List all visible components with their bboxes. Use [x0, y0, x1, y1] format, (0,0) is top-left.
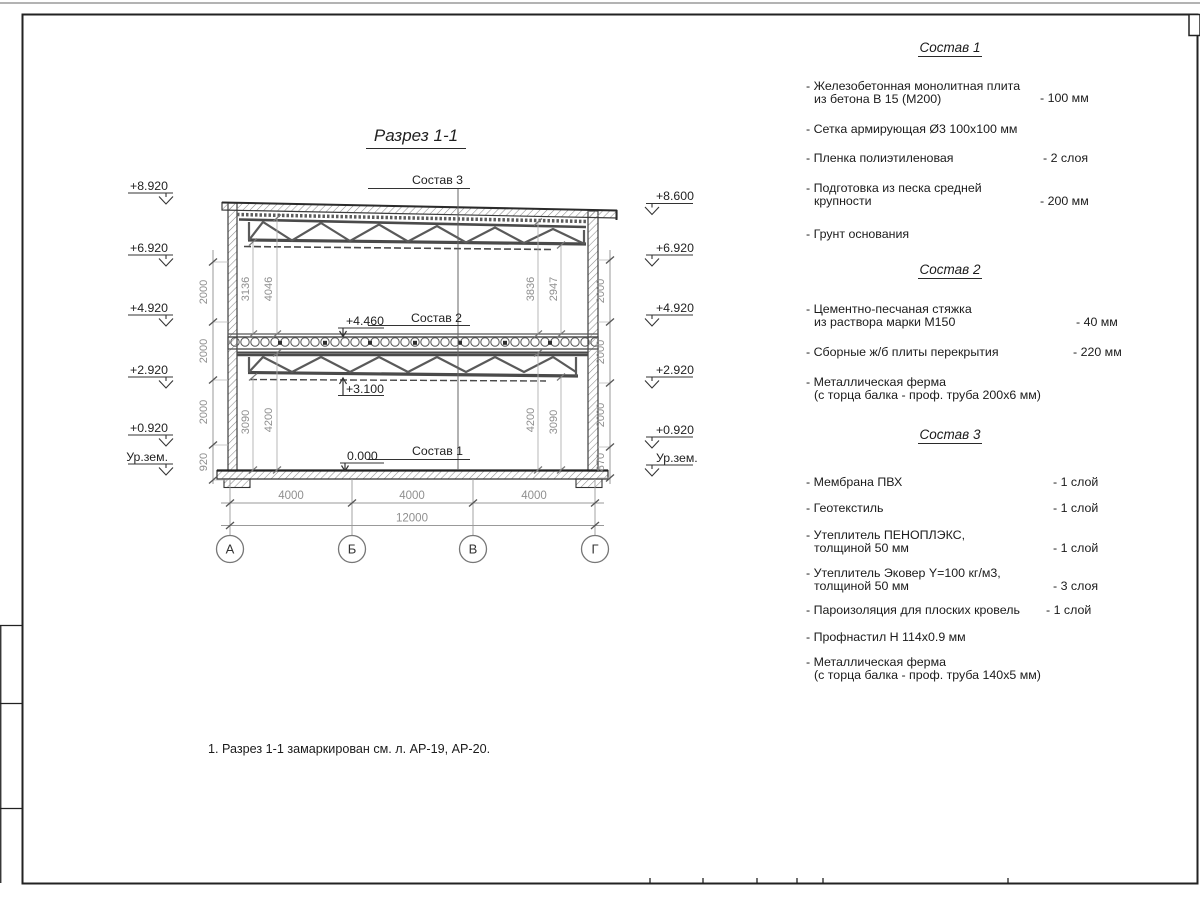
- left-elevation-label: +0.920: [130, 421, 168, 435]
- spec-line: - Утеплитель ПЕНОПЛЭКС,: [806, 528, 966, 542]
- layer-label-sostav3: Состав 3: [412, 173, 463, 187]
- layer-leaders: [368, 189, 470, 471]
- middle-floor-structure: [228, 334, 598, 381]
- interior-dim-label: 3090: [240, 409, 252, 435]
- interior-dim-label: 3836: [525, 276, 537, 302]
- spec-line: - Пароизоляция для плоских кровель: [806, 603, 1020, 617]
- spec-line: - Цементно-песчаная стяжка: [806, 302, 972, 316]
- chain-dim-label: 2000: [595, 402, 607, 428]
- right-elevation-label: +2.920: [656, 363, 694, 377]
- spec-line: толщиной 50 мм: [814, 541, 909, 555]
- interior-dim-label: 4200: [263, 407, 275, 433]
- axis-bubbles: [217, 536, 609, 563]
- spec-header-text: Состав 1: [919, 40, 981, 55]
- layer-label-sostav2: Состав 2: [411, 311, 462, 325]
- spec-line: - Сетка армирующая Ø3 100х100 мм: [806, 122, 1018, 136]
- elevation-mark-floor: 0.000: [347, 449, 378, 463]
- interior-dim-label: 4200: [525, 407, 537, 433]
- axis-letter: В: [468, 541, 478, 557]
- left-elevation-label: Ур.зем.: [126, 450, 168, 464]
- spec-value: - 1 слой: [1053, 475, 1099, 489]
- chain-dim-label: 2000: [198, 399, 210, 425]
- spec-value: - 200 мм: [1040, 194, 1089, 208]
- bottom-dimension-lines: [221, 479, 604, 535]
- layer-label-sostav1: Состав 1: [412, 444, 463, 458]
- left-elevation-label: +8.920: [130, 179, 168, 193]
- spec-line: - Геотекстиль: [806, 501, 884, 515]
- right-elevation-label: +6.920: [656, 241, 694, 255]
- chain-dim-label: 2000: [198, 338, 210, 364]
- left-dimension-chain: [209, 250, 228, 484]
- right-elevation-label: +4.920: [656, 301, 694, 315]
- drawing-title: Разрез 1-1: [366, 126, 466, 149]
- spec-header-sostav3: [800, 427, 1100, 442]
- spec-header-sostav2: [800, 262, 1100, 277]
- spec-value: - 1 слой: [1053, 501, 1099, 515]
- spec-value: - 1 слой: [1046, 603, 1092, 617]
- bottom-dim-label: 4000: [278, 490, 304, 502]
- chain-dim-label: 920: [198, 452, 210, 472]
- spec-line: - Железобетонная монолитная плита: [806, 79, 1021, 93]
- sheet-frame: [0, 3, 1200, 884]
- spec-line: - Профнастил Н 114х0.9 мм: [806, 630, 966, 644]
- spec-line: из бетона В 15 (М200): [814, 92, 942, 106]
- spec-header-text: Состав 2: [919, 262, 981, 277]
- spec-line: из раствора марки М150: [814, 315, 956, 329]
- spec-line: (с торца балка - проф. труба 200х6 мм): [814, 388, 1041, 402]
- right-elevation-label: +8.600: [656, 189, 694, 203]
- spec-line: - Сборные ж/б плиты перекрытия: [806, 345, 999, 359]
- elevation-mark-truss: +3.100: [346, 382, 384, 396]
- sheet-note: 1. Разрез 1-1 замаркирован см. л. АР-19, АР-20.: [208, 742, 491, 756]
- interior-dim-label: 4046: [263, 276, 275, 302]
- spec-value: - 3 слоя: [1053, 579, 1099, 593]
- spec-line: - Утеплитель Эковер Y=100 кг/м3,: [806, 566, 1001, 580]
- interior-dim-label: 3136: [240, 276, 252, 302]
- spec-value: - 220 мм: [1073, 345, 1122, 359]
- spec-line: - Мембрана ПВХ: [806, 475, 903, 489]
- spec-line: - Подготовка из песка средней: [806, 181, 982, 195]
- left-elevation-label: +2.920: [130, 363, 168, 377]
- spec-header-sostav1: [800, 40, 1100, 55]
- spec-header-text: Состав 3: [919, 427, 981, 442]
- chain-dim-label: 870: [595, 452, 607, 472]
- axis-letter: А: [225, 541, 235, 557]
- axis-letter: Б: [347, 541, 357, 557]
- spec-value: - 1 слой: [1053, 541, 1099, 555]
- roof-structure: [222, 203, 617, 250]
- interior-dim-label: 2947: [548, 276, 560, 302]
- bottom-dim-label: 4000: [521, 490, 547, 502]
- ground-floor-slab: [217, 471, 608, 488]
- axis-letter: Г: [591, 541, 599, 557]
- spec-line: - Металлическая ферма: [806, 375, 946, 389]
- spec-line: - Грунт основания: [806, 227, 910, 241]
- total-dim-label: 12000: [396, 512, 428, 525]
- elevation-mark-slab: +4.460: [346, 314, 384, 328]
- chain-dim-label: 2000: [595, 339, 607, 365]
- spec-line: (с торца балка - проф. труба 140х5 мм): [814, 668, 1041, 682]
- left-elevation-label: +4.920: [130, 301, 168, 315]
- spec-value: - 100 мм: [1040, 91, 1089, 105]
- right-elevation-label: Ур.зем.: [656, 451, 698, 465]
- right-elevation-label: +0.920: [656, 423, 694, 437]
- interior-dim-label: 3090: [548, 409, 560, 435]
- chain-dim-label: 2000: [595, 278, 607, 304]
- bottom-dim-label: 4000: [399, 490, 425, 502]
- chain-dim-label: 2000: [198, 279, 210, 305]
- spec-value: - 40 мм: [1076, 315, 1118, 329]
- spec-value: - 2 слоя: [1043, 151, 1089, 165]
- spec-line: - Пленка полиэтиленовая: [806, 151, 954, 165]
- spec-line: - Металлическая ферма: [806, 655, 946, 669]
- left-elevation-label: +6.920: [130, 241, 168, 255]
- spec-line: толщиной 50 мм: [814, 579, 909, 593]
- spec-line: крупности: [814, 194, 872, 208]
